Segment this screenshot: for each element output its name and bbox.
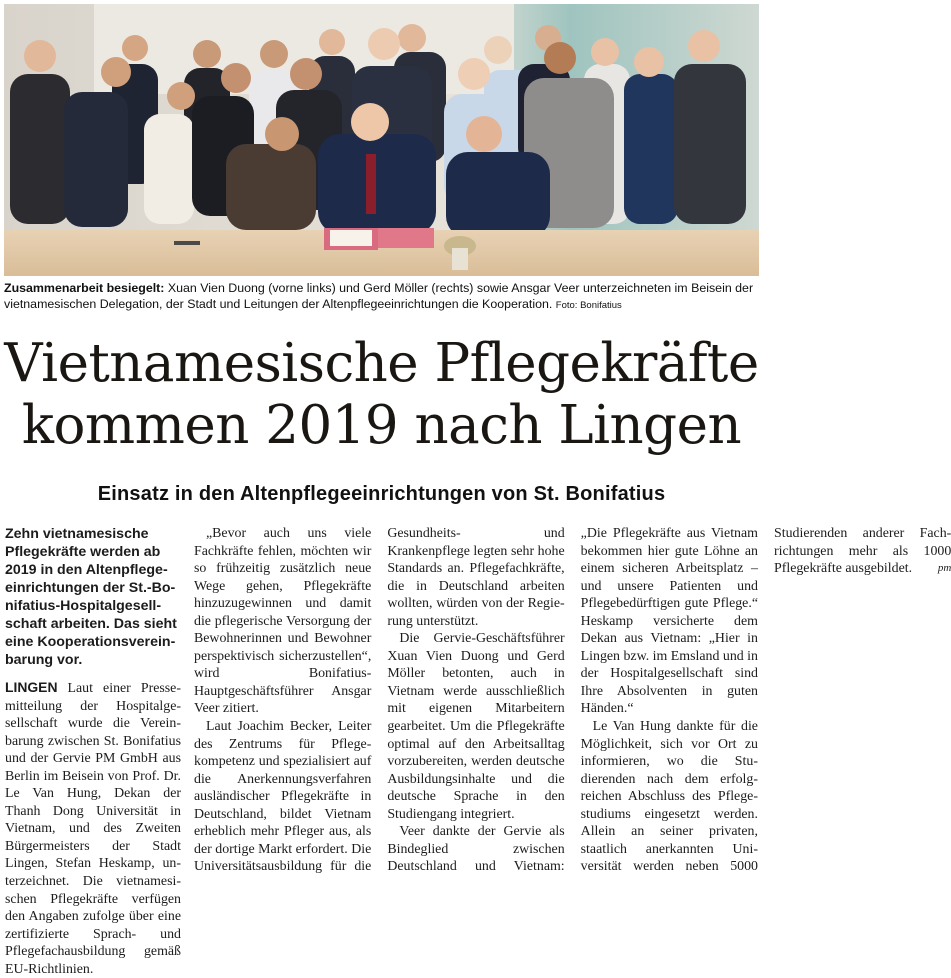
photo-credit: Foto: Bonifatius	[555, 300, 622, 311]
article-paragraph-1	[5, 679, 181, 978]
article-flow	[194, 525, 951, 885]
group-photo	[4, 4, 759, 276]
column-1	[5, 525, 181, 977]
subheadline: Einsatz in den Altenpflegeeinrichtungen von St. Bonifatius	[97, 483, 666, 505]
article-paragraph-3: Laut Joachim Becker, Leiter des Zentrums für Pflegekompetenz und spezialisiert auf die Anerkennungsverfahren ausländischer Pflegekräfte in Deutschland, bildet Vietnam erheblich mehr Pfleger aus, als der dortige Markt erfordert. Die Universitätsausbildung für die Gesundheits- und Krankenpflege legten sehr hohe Standards an. Pflegefachkräfte, die in Deutschland arbeiten wollten, würden von der Regierung unterstützt.	[194, 526, 565, 875]
article-lead: Zehn vietnamesische Pflegekräfte werden ab 2019 in den Altenpflegeeinrichtungen der St.-Bonifatius-Hospitalgesellschaft arbeiten. Das sieht eine Kooperationsvereinbarung vor.	[5, 526, 177, 668]
paragraph-1-text: Laut einer Pressemitteilung der Hospitalgesellschaft wurde die Vereinbarung zwischen St. Bonifatius und der Gervie PM GmbH aus Berlin im Beisein von Prof. Dr. Le Van Hung, Dekan der Thanh Dong Universität in Vietnam, und des Zweiten Bürgermeisters der Stadt Lingen, Stefan Heskamp, unterzeichnet. Die vietnamesischen Pflegekräfte verfügen den Angaben zufolge über eine zertifizierte Sprach- und Pflegefachausbildung gemäß EU-Richtlinien.	[5, 681, 181, 977]
dateline: LINGEN	[5, 679, 58, 695]
article-paragraph-5: Veer dankte der Gervie als Bindeglied zwischen Deutschland und Vietnam: „Die Pflegekräfte aus Vietnam bekommen hier gute Löhne an einem sicheren Arbeitsplatz – und unsere Patienten und Pflegebedürftigen gute Pflege.“ Heskamp versicherte dem Dekan aus Vietnam: „Hier in Lingen bzw. im Emsland und in der Hospitalgesellschaft sind Ihre Absolventen in guten Händen.“	[387, 526, 758, 875]
caption-text: Xuan Vien Duong (vorne links) und Gerd Möller (rechts) sowie Ansgar Veer unterzeichneten im Beisein der vietnamesischen Delegation, der Stadt und Leitungen der Altenpflegeeinrichtungen die Kooperation.	[4, 281, 754, 311]
photo-caption	[4, 280, 759, 314]
article-paragraph-4: Die Gervie-Geschäftsführer Xuan Vien Duong und Gerd Möller betonten, auch in Vietnam werde ausschließlich mit eigenen Mitarbeitern gearbeitet. Um die Pflegekräfte optimal auf den Arbeitsalltag vorzubereiten, werden deutsche Ausbildungsinhalte und die deutsche Sprache in den Studiengang integriert.	[387, 631, 565, 822]
article-paragraph-2: „Bevor auch uns viele Fachkräfte fehlen, möchten wir so frühzeitig zusätzlich neue Wege gehen, Pflegekräfte hinzuzugewinnen und damit die pflegerische Versorgung der Bewohnerinnen und Bewohner perspektivisch sicherzustellen“, wird Bonifatius-Hauptgeschäftsführer Ansgar Veer zitiert.	[194, 526, 372, 717]
headline	[0, 333, 763, 457]
headline-line-2: kommen 2019 nach Lingen	[21, 395, 742, 456]
caption-label: Zusammenarbeit besiegelt:	[4, 281, 165, 295]
author-signature: pm	[937, 562, 951, 575]
paragraph-6-text: Le Van Hung dankte für die Möglichkeit, sich vor Ort zu informieren, wo die Studierenden nach dem erfolgreichen Abschluss des Pflegestudiums eingesetzt werden. Allein an seiner privaten, staatlich anerkannten Universität werden neben 5000 Studierenden anderer Fachrichtungen mehr als 1000 Pflegekräfte ausgebildet.	[580, 526, 951, 875]
group-photo-illustration	[4, 4, 759, 276]
headline-line-1: Vietnamesische Pflegekräfte	[4, 333, 759, 394]
